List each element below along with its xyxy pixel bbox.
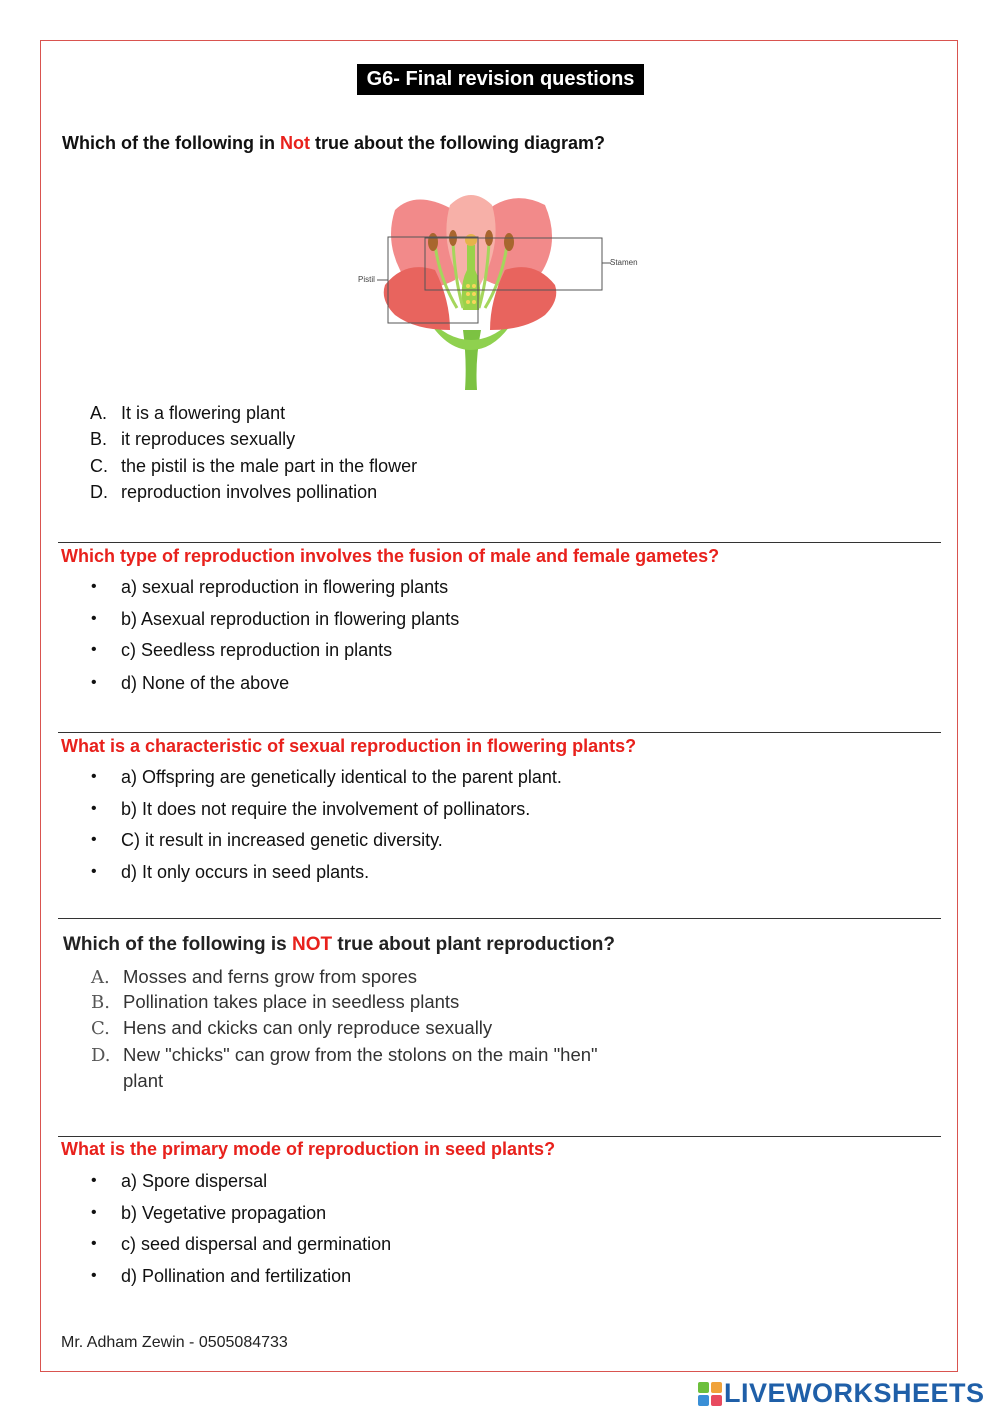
question-3: What is a characteristic of sexual reproduction in flowering plants? — [61, 736, 637, 756]
option-text[interactable]: c) seed dispersal and germination — [121, 1234, 392, 1254]
brand-name: LIVEWORKSHEETS — [724, 1378, 985, 1408]
flower-diagram — [355, 190, 645, 395]
option-text-continued[interactable]: plant — [123, 1070, 164, 1091]
option-text[interactable]: reproduction involves pollination — [121, 482, 378, 502]
option-letter: A. — [91, 967, 110, 988]
divider — [58, 1136, 941, 1137]
option-text[interactable]: Mosses and ferns grow from spores — [123, 966, 418, 987]
divider — [58, 542, 941, 543]
option-text[interactable]: C) it result in increased genetic diversity. — [121, 830, 443, 850]
option-text[interactable]: it reproduces sexually — [121, 429, 296, 449]
option-letter: A. — [90, 403, 108, 423]
bullet-icon: • — [91, 1172, 97, 1189]
option-text[interactable]: New "chicks" can grow from the stolons on the main "hen" — [123, 1044, 598, 1065]
option-text[interactable]: the pistil is the male part in the flower — [121, 456, 418, 476]
divider — [58, 732, 941, 733]
question-2: Which type of reproduction involves the fusion of male and female gametes? — [61, 546, 720, 566]
option-text[interactable]: It is a flowering plant — [121, 403, 286, 423]
option-text[interactable]: c) Seedless reproduction in plants — [121, 640, 393, 660]
option-text[interactable]: a) Offspring are genetically identical to the parent plant. — [121, 767, 562, 787]
bullet-icon: • — [91, 641, 97, 658]
bullet-icon: • — [91, 1267, 97, 1284]
flower-illustration — [355, 190, 645, 395]
bullet-icon: • — [91, 610, 97, 627]
divider — [58, 918, 941, 919]
question-1-emphasis: Not — [279, 133, 310, 153]
option-text[interactable]: d) It only occurs in seed plants. — [121, 862, 370, 882]
pistil-label: Pistil — [358, 275, 375, 284]
bullet-icon: • — [91, 800, 97, 817]
option-text[interactable]: Hens and ckicks can only reproduce sexually — [123, 1017, 493, 1038]
liveworksheets-logo[interactable] — [698, 1378, 985, 1409]
option-letter: C. — [91, 1018, 110, 1039]
stamen-label: Stamen — [610, 258, 638, 267]
bullet-icon: • — [91, 1235, 97, 1252]
option-letter: B. — [90, 429, 108, 449]
option-text[interactable]: b) Asexual reproduction in flowering plants — [121, 609, 460, 629]
bullet-icon: • — [91, 1204, 97, 1221]
option-letter: B. — [91, 992, 110, 1013]
bullet-icon: • — [91, 768, 97, 785]
option-letter: D. — [91, 1045, 111, 1066]
option-letter: C. — [90, 456, 108, 476]
liveworksheets-icon — [698, 1382, 722, 1406]
bullet-icon: • — [91, 863, 97, 880]
option-text[interactable]: a) sexual reproduction in flowering plants — [121, 577, 449, 597]
bullet-icon: • — [91, 578, 97, 595]
option-text[interactable]: a) Spore dispersal — [121, 1171, 268, 1191]
bullet-icon: • — [91, 831, 97, 848]
question-1: Which of the following in Not true about the following diagram? — [62, 133, 605, 153]
option-text[interactable]: Pollination takes place in seedless plants — [123, 991, 460, 1012]
option-text[interactable]: d) Pollination and fertilization — [121, 1266, 352, 1286]
footer-author: Mr. Adham Zewin - 0505084733 — [61, 1334, 288, 1351]
option-text[interactable]: b) It does not require the involvement of pollinators. — [121, 799, 531, 819]
bullet-icon: • — [91, 674, 97, 691]
page-title: G6- Final revision questions — [357, 64, 644, 95]
option-letter: D. — [90, 482, 108, 502]
question-4-emphasis: NOT — [292, 934, 333, 955]
option-text[interactable]: d) None of the above — [121, 673, 290, 693]
option-text[interactable]: b) Vegetative propagation — [121, 1203, 327, 1223]
question-4: Which of the following is NOT true about plant reproduction? — [63, 934, 616, 955]
question-5: What is the primary mode of reproduction in seed plants? — [61, 1139, 556, 1159]
